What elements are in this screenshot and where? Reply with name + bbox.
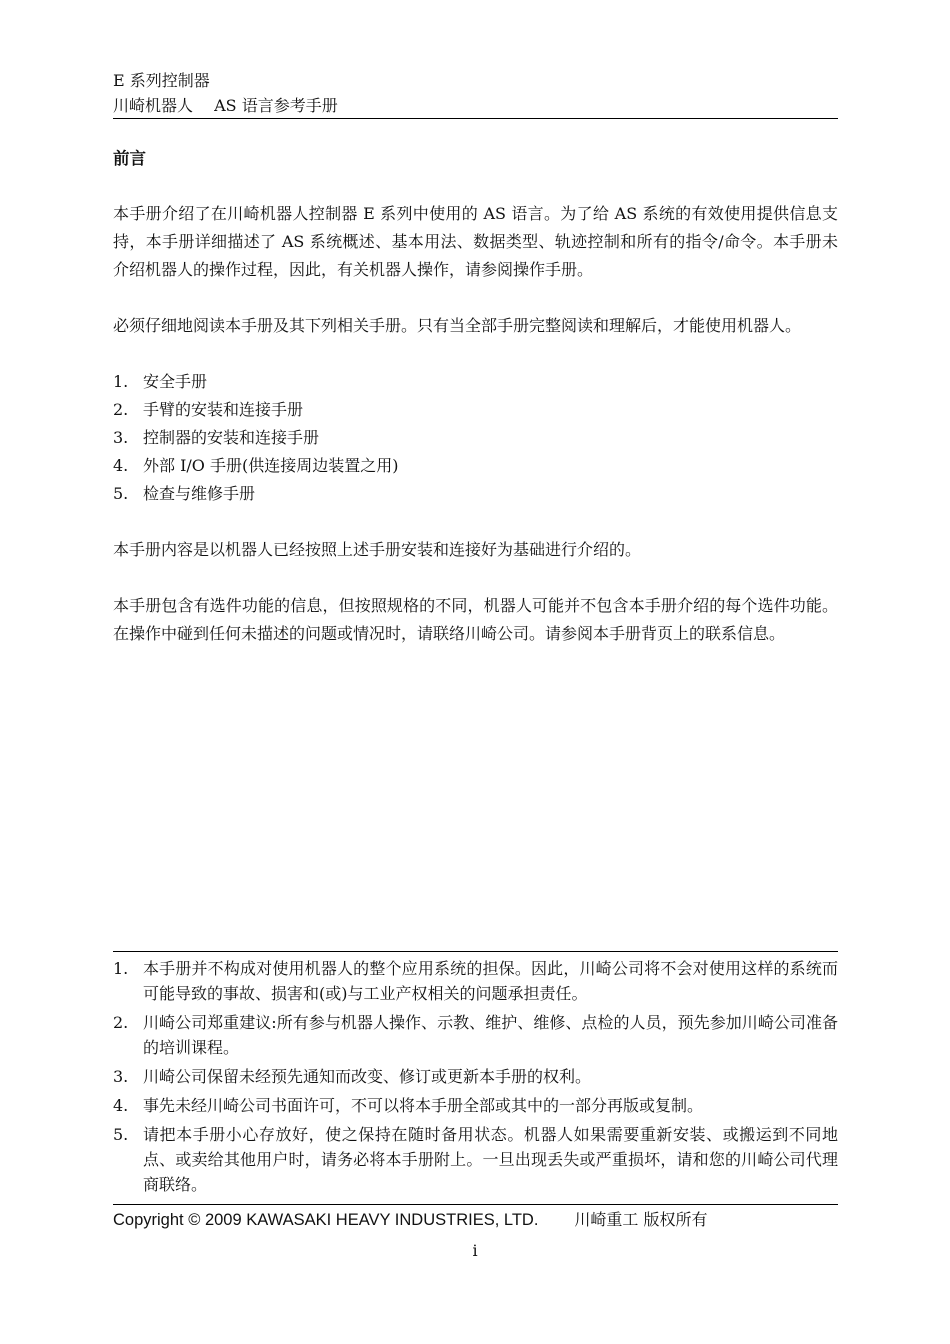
note-number: 1. (113, 959, 129, 978)
paragraph: 本手册包含有选件功能的信息，但按照规格的不同，机器人可能并不包含本手册介绍的每个选件功能。在操作中碰到任何未描述的问题或情况时，请联络川崎公司。请参阅本手册背页上的联系信息。 (113, 596, 838, 643)
copyright-text: Copyright © 2009 KAWASAKI HEAVY INDUSTRIES, LTD. (113, 1211, 539, 1229)
note-item (113, 1093, 838, 1118)
note-text: 本手册并不构成对使用机器人的整个应用系统的担保。因此，川崎公司将不会对使用这样的系统而可能导致的事故、损害和(或)与工业产权相关的问题承担责任。 (143, 959, 838, 1003)
note-number: 4. (113, 1096, 129, 1115)
paragraph: 本手册介绍了在川崎机器人控制器 E 系列中使用的 AS 语言。为了给 AS 系统的有效使用提供信息支持，本手册详细描述了 AS 系统概述、基本用法、数据类型、轨迹控制和所有的指令/命令。本手册未介绍机器人的操作过程，因此，有关机器人操作，请参阅操作手册。 (113, 204, 838, 279)
note-text: 川崎公司郑重建议:所有参与机器人操作、示教、维护、维修、点检的人员，预先参加川崎公司准备的培训课程。 (143, 1013, 838, 1057)
header-series: E 系列控制器 (113, 71, 210, 90)
related-manuals-list (113, 368, 838, 508)
page-number: i (472, 1241, 478, 1260)
page-footer (113, 1207, 708, 1230)
list-item-text: 手臂的安装和连接手册 (143, 400, 304, 419)
note-item (113, 956, 838, 1006)
list-item-text: 检查与维修手册 (143, 484, 256, 503)
list-item-text: 安全手册 (143, 372, 208, 391)
list-item (113, 396, 838, 424)
notes-divider (113, 951, 838, 952)
paragraph: 本手册内容是以机器人已经按照上述手册安装和连接好为基础进行介绍的。 (113, 540, 642, 559)
page-header (113, 68, 838, 118)
preface-body (113, 200, 838, 676)
footer-divider (113, 1204, 838, 1205)
list-item-text: 控制器的安装和连接手册 (143, 428, 320, 447)
list-item-number: 4. (113, 456, 129, 475)
note-text: 请把本手册小心存放好，使之保持在随时备用状态。机器人如果需要重新安装、或搬运到不同地点、或卖给其他用户时，请务必将本手册附上。一旦出现丢失或严重损坏，请和您的川崎公司代理商联络。 (143, 1125, 838, 1194)
paragraph: 必须仔细地阅读本手册及其下列相关手册。只有当全部手册完整阅读和理解后，才能使用机器人。 (113, 316, 802, 335)
list-item-number: 3. (113, 428, 129, 447)
note-text: 事先未经川崎公司书面许可，不可以将本手册全部或其中的一部分再版或复制。 (143, 1096, 704, 1115)
copyright-owner: 川崎重工 版权所有 (574, 1210, 708, 1229)
note-number: 2. (113, 1013, 129, 1032)
list-item-number: 5. (113, 484, 129, 503)
note-item (113, 1064, 838, 1089)
header-manual-title: 川崎机器人 AS 语言参考手册 (113, 96, 338, 115)
list-item (113, 424, 838, 452)
list-item (113, 368, 838, 396)
note-item (113, 1122, 838, 1197)
note-text: 川崎公司保留未经预先通知而改变、修订或更新本手册的权利。 (143, 1067, 592, 1086)
notes-list (113, 956, 838, 1201)
note-item (113, 1010, 838, 1060)
note-number: 5. (113, 1125, 129, 1144)
header-divider (113, 118, 838, 119)
list-item-text: 外部 I/O 手册(供连接周边装置之用) (143, 456, 399, 475)
page-title: 前言 (113, 149, 146, 168)
list-item (113, 452, 838, 480)
note-number: 3. (113, 1067, 129, 1086)
list-item (113, 480, 838, 508)
list-item-number: 2. (113, 400, 129, 419)
list-item-number: 1. (113, 372, 129, 391)
